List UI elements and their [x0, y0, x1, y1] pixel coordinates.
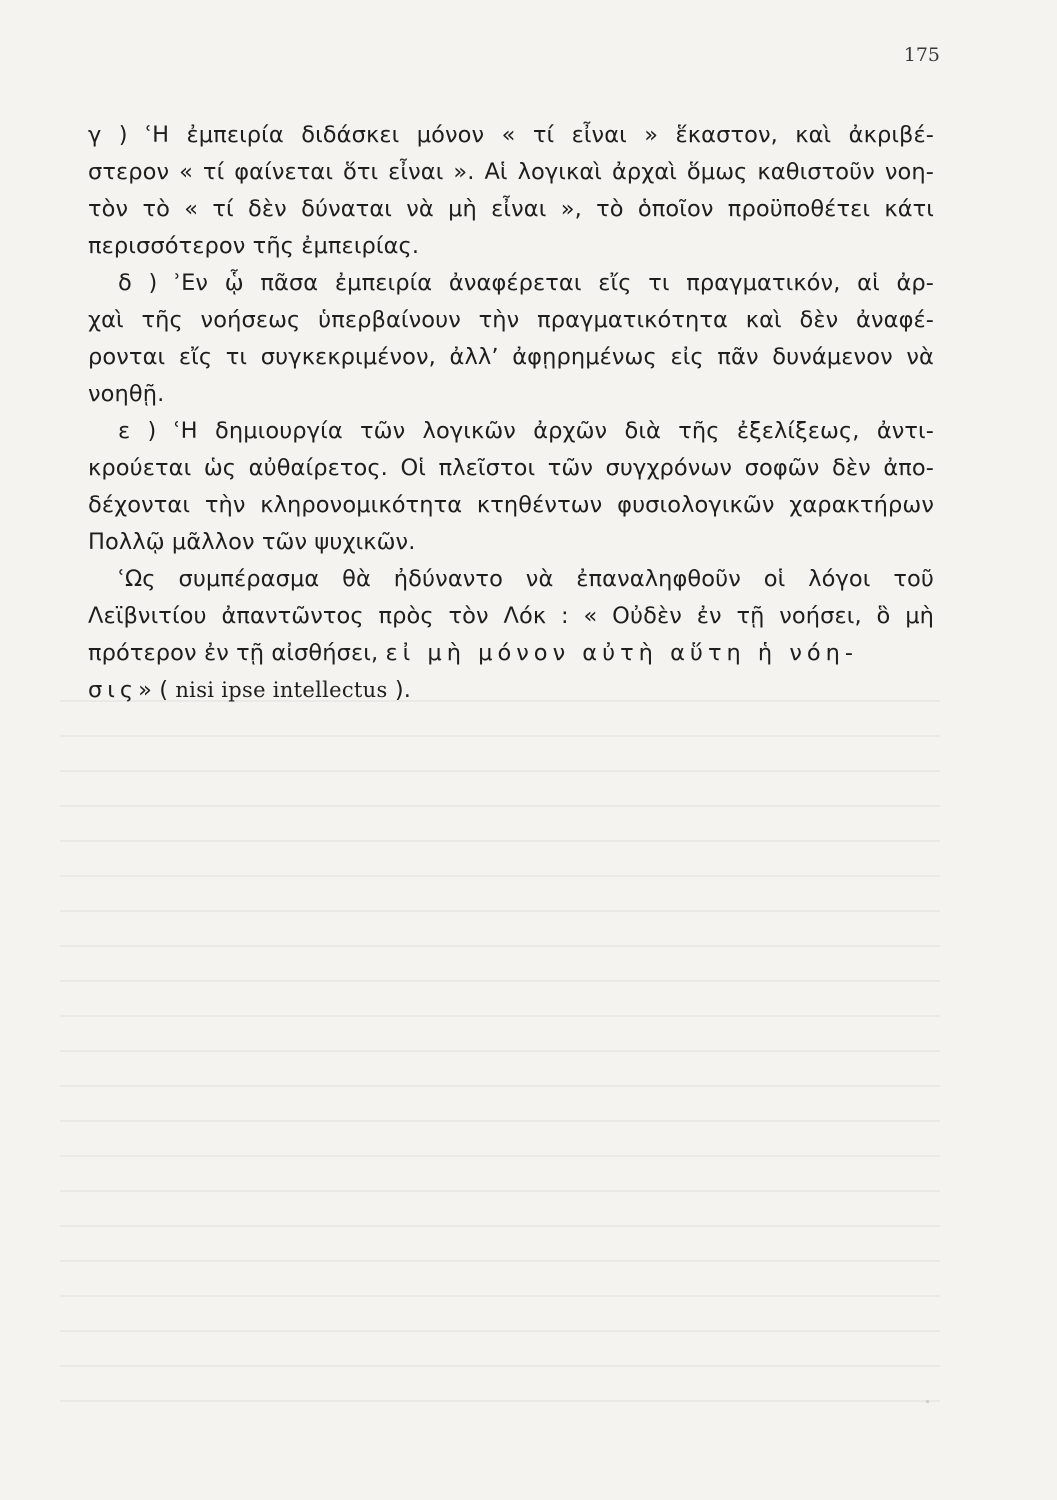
text-line: [88, 636, 934, 670]
text-line: ε ) ʿΗ δημιουργία τῶν λογικῶν ἀρχῶν διὰ τῆς ἐξελίξεως, ἀντι-: [118, 418, 934, 444]
page-number: 175: [903, 44, 940, 66]
spaced-phrase-end: σις: [88, 677, 139, 703]
latin-phrase: nisi ipse intellectus: [175, 678, 388, 702]
text-segment: ).: [394, 677, 411, 703]
spaced-phrase: εἰ μὴ μόνον αὐτὴ αὕτη ἡ νόη-: [385, 640, 859, 666]
text-line: ρονται εἴς τι συγκεκριμένον, ἀλλʼ ἀφῃρημένως εἰς πᾶν δυνάμενον νὰ: [88, 344, 934, 370]
text-segment: » (: [138, 677, 169, 703]
text-line: δ ) ʾΕν ᾧ πᾶσα ἐμπειρία ἀναφέρεται εἴς τι πραγματικόν, αἱ ἀρ-: [118, 270, 934, 296]
scan-speck: [926, 1400, 929, 1403]
text-line: ʿΩς συμπέρασμα θὰ ἠδύναντο νὰ ἐπαναληφθοῦν οἱ λόγοι τοῦ: [118, 566, 934, 592]
text-segment: πρότερον ἐν τῇ αἰσθήσει,: [88, 640, 379, 666]
text-line: τὸν τὸ « τί δὲν δύναται νὰ μὴ εἶναι », τὸ ὁποῖον προϋποθέτει κάτι: [88, 196, 934, 222]
text-line: κρούεται ὡς αὐθαίρετος. Οἱ πλεῖστοι τῶν συγχρόνων σοφῶν δὲν ἀπο-: [88, 455, 934, 481]
bleed-through-texture: [60, 700, 940, 1420]
text-line: στερον « τί φαίνεται ὅτι εἶναι ». Αἱ λογικαὶ ἀρχαὶ ὅμως καθιστοῦν νοη-: [88, 159, 934, 185]
text-line: περισσότερον τῆς ἐμπειρίας.: [88, 233, 420, 259]
text-line: Λεϊβνιτίου ἀπαντῶντος πρὸς τὸν Λόκ : « Οὐδὲν ἐν τῇ νοήσει, ὃ μὴ: [88, 603, 934, 629]
text-line: χαὶ τῆς νοήσεως ὑπερβαίνουν τὴν πραγματικότητα καὶ δὲν ἀναφέ-: [88, 307, 934, 333]
text-line: γ ) ʿΗ ἐμπειρία διδάσκει μόνον « τί εἶναι » ἕκαστον, καὶ ἀκριβέ-: [88, 122, 934, 148]
text-line: νοηθῇ.: [88, 381, 165, 407]
text-line: δέχονται τὴν κληρονομικότητα κτηθέντων φυσιολογικῶν χαρακτήρων: [88, 492, 934, 518]
text-line: Πολλῷ μᾶλλον τῶν ψυχικῶν.: [88, 529, 416, 555]
